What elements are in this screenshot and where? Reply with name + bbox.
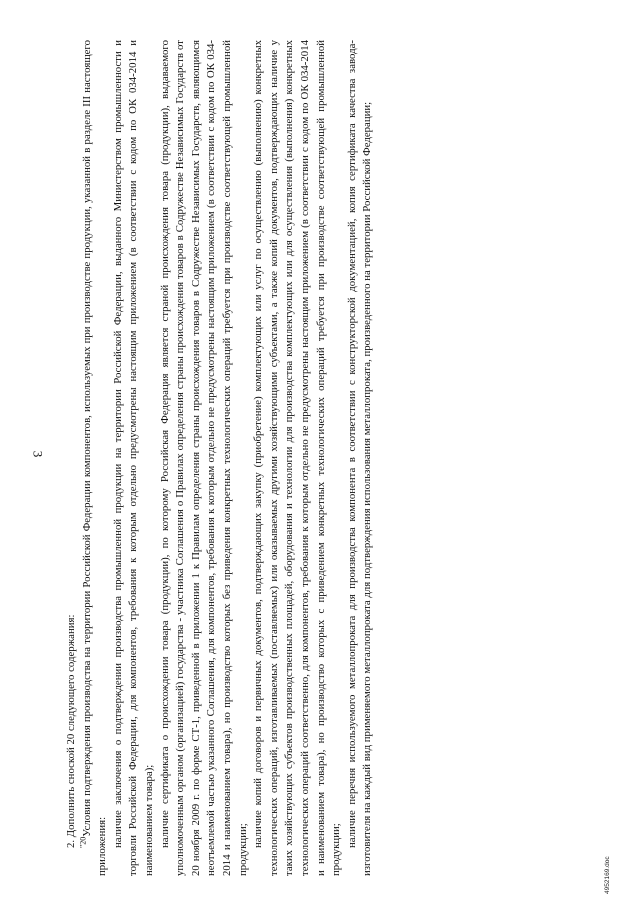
document-body [64, 40, 376, 876]
footnote-intro [80, 40, 111, 876]
page-number: 3 [30, 450, 46, 458]
rotated-page-content [64, 40, 484, 876]
footnote-marker: "20 [78, 836, 87, 848]
amendment-heading: 2. Дополнить сноской 20 следующего содержания: [65, 614, 77, 848]
paragraph-conclusion: наличие заключения о подтверждении производства промышленной продукции на территории Российской Федерации, выданного Министерством промышленности и торговли Российской Федерации, для компонентов, требования к которым отдельно предусмотрены настоящим приложением (в соответствии с кодом по ОК 034-2014 и наименованием товара); [111, 40, 155, 876]
paragraph-text: Условия подтверждения производства на территории Российской Федерации компонентов, используемых при производстве продукции, указанной в разделе III настоящего приложения: [80, 40, 109, 876]
paragraph-metal: наличие перечня используемого металлопроката для производства компонента в соответствии с конструкторской документацией, копия сертификата качества завода-изготовителя на каждый вид применяемого металлопроката для подтверждения использования металлопроката, произведенного на территории Российской Федерации; [345, 40, 374, 876]
paragraph-contracts: наличие копий договоров и первичных документов, подтверждающих закупку (приобретение) комплектующих или услуг по осуществлению (выполнению) конкретных технологических операций, изготавливаемых (поставляемых) или оказываемых другими хозяйствующими субъектами, а также копий документов, подтверждающих наличие у таких хозяйствующих субъектов производственных площадей, оборудования и технологии для производства комплектующих или для осуществления (выполнения) конкретных технологических операций соответственно, для компонентов, требования к которым отдельно не предусмотрены настоящим приложением (в соответствии с кодом по ОК 034-2014 и наименованием товара), но производство которых с приведением конкретных технологических операций требуется при производстве соответствующей промышленной продукции; [252, 40, 343, 876]
paragraph-certificate: наличие сертификата о происхождении товара (продукции), по которому Российская Федерация является страной происхождения товара (продукции), выдаваемого уполномоченным органом (организацией) государства - участника Соглашения о Правилах определения страны происхождения товаров в Содружестве Независимых Государств от 20 ноября 2009 г. по форме СТ-1, приведенной в приложении 1 к Правилам определения страны происхождения товаров в Содружестве Независимых Государств, являющимся неотъемлемой частью указанного Соглашения, для компонентов, требования к которым отдельно не предусмотрены настоящим приложением (в соответствии с кодом по ОК 034-2014 и наименованием товара), но производство которых без приведения конкретных технологических операций требуется при производстве соответствующей промышленной продукции; [158, 40, 249, 876]
document-id: 4952169.doc [604, 856, 611, 894]
